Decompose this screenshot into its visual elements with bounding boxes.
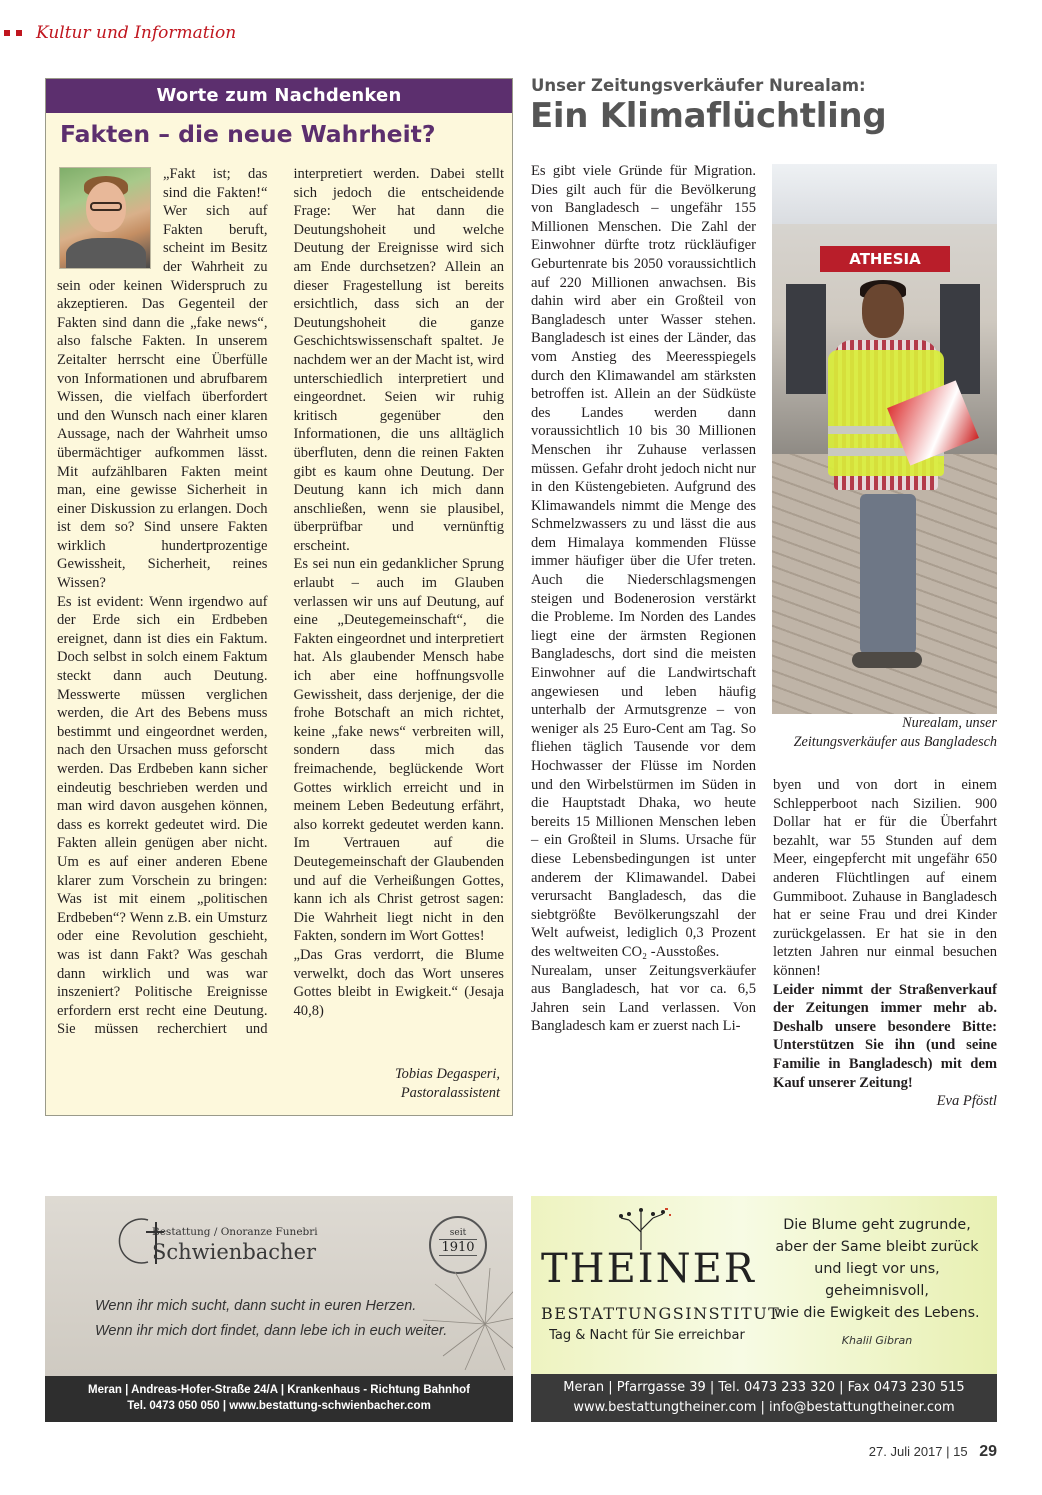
commentary-box bbox=[45, 78, 513, 1116]
caption-line: Nurealam, unser bbox=[902, 715, 997, 731]
quote-line: wie die Ewigkeit des Lebens. bbox=[774, 1305, 980, 1321]
author-portrait bbox=[59, 167, 151, 269]
ad-theiner[interactable] bbox=[531, 1196, 997, 1422]
ad-address: Meran | Andreas-Hofer-Straße 24/A | Krankenhaus - Richtung Bahnhof bbox=[88, 1384, 470, 1396]
ad-quote-line: Wenn ihr mich dort findet, dann lebe ich in euch weiter. bbox=[95, 1323, 448, 1339]
box-headline: Fakten – die neue Wahrheit? bbox=[60, 120, 436, 148]
article-paragraph: Es gibt viele Gründe für Migration. Dies gilt auch für die Bevölkerung von Bangladesch – ungefähr 155 Millionen Menschen. Die Zahl der Einwohner dürfte trotz rückläufiger Geburtenrate bis 2050 voraussichtlich auf 220 Millionen anwachsen. Bis dahin wird aber ein Großteil von Bangladesch unter Wasser stehen. Bangladesch ist eines der Länder, das vom Anstieg des Meeresspiegels durch den Klimawandel am stärksten betroffen ist. Allein an der Südküste des Landes werden dann voraussichtlich 10 bis 30 Millionen Menschen ihr Zuhause verlassen müssen. Gefahr droht jedoch nicht nur in den Küstengebieten. Aufgrund des Klimawandels nimmt die Menge des Schmelzwassers zu und lässt die aus dem Himalaya kommenden Flüsse immer häufiger über die Ufer treten. Auch die Niederschlagsmengen steigen und Bodenerosion verstärkt die Probleme. Im Norden des Landes liegt eine der ärmsten Regionen Bangladeschs, dort sind die meisten Einwohner auf die Landwirtschaft angewiesen und leben häufig unterhalb der Armutsgrenze – von weniger als 25 Euro-Cent am Tag. So fliehen täglich Tausende vor dem Hochwasser der Flüsse im Norden und den Wirbelstürmen im Süden in die Hauptstadt Dhaka, wo heute bereits 15 Millionen Menschen leben – ein Großteil in Slums. Ursache für diese Lebensbedingungen ist unter anderem der Klimawandel. Dabei verursacht Bangladesch, das die siebtgrößte Bevölkerungszahl der Welt aufweist, lediglich 0,3 Prozent des weltweiten CO₂ -Ausstoßes. bbox=[531, 163, 756, 960]
article-title: Ein Klimaflüchtling bbox=[530, 96, 887, 136]
article-column-2 bbox=[773, 776, 997, 1126]
section-title: Kultur und Information bbox=[36, 23, 237, 43]
ad-company-name: Schwienbacher bbox=[152, 1240, 317, 1264]
quote-line: und liegt vor uns, bbox=[814, 1261, 940, 1277]
quote-line: geheimnisvoll, bbox=[825, 1283, 929, 1299]
caption-line: Zeitungsverkäufer aus Bangladesch bbox=[793, 734, 997, 750]
ad-contact[interactable]: Tel. 0473 050 050 | www.bestattung-schwienbacher.com bbox=[127, 1400, 431, 1412]
ad-footer bbox=[45, 1376, 513, 1422]
ad-contact[interactable]: www.bestattungtheiner.com | info@bestattungtheiner.com bbox=[573, 1400, 955, 1415]
photo-caption bbox=[772, 714, 997, 752]
quote-line: Die Blume geht zugrunde, bbox=[783, 1217, 971, 1233]
photo-shop-sign: ATHESIA bbox=[820, 246, 950, 272]
article-author: Eva Pföstl bbox=[936, 1093, 997, 1110]
box-signature bbox=[395, 1065, 500, 1103]
ad-address: Meran | Pfarrgasse 39 | Tel. 0473 233 320 | Fax 0473 230 515 bbox=[563, 1380, 965, 1395]
seal-year: 1910 bbox=[441, 1240, 475, 1255]
box-paragraph: „Fakt ist; das sind die Fakten!“ Wer sich auf Fakten beruft, scheint im Besitz der Wahrheit zu sein oder keinen Widerspruch zu akzeptieren. Das Gegenteil der Fakten sind dann die „fake news“, also falsche Fakten. In unserem Zeitalter herrscht eine Überfülle von Informationen und abrufbarem Wissen, die vielfach überfordert und den Wunsch nach einer klaren Aussage, nach der Wahrheit umso übermächtiger aufkommen lässt. Mit aufzählbaren Fakten meint man, eine gewisse Sicherheit in einer Diskussion zu erlangen. Doch ist dem so? Sind unsere Fakten wirklich hundertprozentige Gewissheit, Sicherheit, reines Wissen? bbox=[57, 166, 268, 592]
ad-footer bbox=[531, 1374, 997, 1422]
section-header bbox=[0, 18, 236, 48]
page-footer bbox=[869, 1443, 997, 1461]
ad-tagline: Tag & Nacht für Sie erreichbar bbox=[549, 1328, 745, 1343]
ad-quote-author: Khalil Gibran bbox=[841, 1334, 913, 1347]
quote-line: aber der Same bleibt zurück bbox=[775, 1239, 979, 1255]
tree-icon bbox=[611, 1204, 671, 1252]
ad-subtitle: Bestattung / Onoranze Funebri bbox=[152, 1226, 318, 1238]
box-paragraph: Es ist evident: Wenn irgendwo auf der Erde sich ein Erdbeben ereignet, dann ist dies ein Faktum. Doch selbst in solch einem Faktum steckt dann auch Deutung. Messwerte müssen verglichen werden, die Art des Bebens muss bestimmt und eingeordnet werden, nach den Ursachen muss geforscht werden. Das Erdbeben kann sicher eindeutig beschrieben werden und man wird davon ausgehen können, dass es korrekt gedeutet wird. Die Fakten allein genügen aber nicht. Um es auf einer anderen Ebene klarer zum Vorschein zu bringen: Was ist mit einem „politischen Erdbeben“? Wenn z.B. ein Umsturz oder eine Revolution geschieht, was ist dann Fakt? Was geschah dann wirklich und was war inszeniert? Politische Ereignisse erfordern erst recht eine Deutung. Sie müssen recherchiert und interpretiert werden. Dabei stellt sich jedoch die entscheidende Frage: Wer hat dann die Deutungshoheit und welche Deutung der Ereignisse wird sich am Ende durchsetzen? Allein an dieser Fragestellung ist bereits ersichtlich, dass sich an der Deutungshoheit die ganze Geschichtswissenschaft spaltet. Je nachdem wer an der Macht ist, wird unterschiedlich interpretiert und eingeordnet. Seien wir ruhig kritisch gegenüber den Informationen, die uns alltäglich überfluten, denn die reinen Fakten gibt es kaum ohne Deutung. Der Deutung kann ich mich dann anschließen, wenn sie plausibel, überprüfbar und vernünftig erscheint. bbox=[57, 166, 504, 1038]
article-paragraph: byen und von dort in einem Schlepperboot nach Sizilien. 900 Dollar hat er für die Überfahrt bezahlt, war 55 Stunden auf dem Meer, eingepfercht mit ungefähr 650 anderen Flüchtlingen auf einem Gummiboot. Zuhause in Bangladesch hat er seine Frau und drei Kinder zurückgelassen. Er hat sie in den letzten Jahren nur einmal besuchen können! bbox=[773, 777, 997, 979]
ad-quote bbox=[761, 1214, 993, 1324]
ad-institute: BESTATTUNGSINSTITUT bbox=[541, 1304, 781, 1323]
article-paragraph: Nurealam, unser Zeitungsverkäufer aus Bangladesch, hat vor ca. 6,5 Jahren sein Land verlassen. Von Bangladesch kam er zuerst nach Li- bbox=[531, 962, 756, 1035]
section-marker bbox=[4, 30, 22, 36]
ad-schwienbacher[interactable] bbox=[45, 1196, 513, 1422]
ad-logo: THEINER bbox=[541, 1246, 756, 1292]
page-number: 29 bbox=[979, 1443, 997, 1460]
box-bar-title: Worte zum Nachdenken bbox=[46, 79, 512, 113]
box-body bbox=[57, 165, 504, 1065]
vendor-photo bbox=[772, 164, 997, 714]
article-appeal: Leider nimmt der Straßenverkauf der Zeitungen immer mehr ab. Deshalb unsere besondere Bitte: Unterstützen Sie ihn (und seine Familie in Bangladesch) mit dem Kauf unserer Zeitung! bbox=[773, 981, 997, 1091]
ad-quote-line: Wenn ihr mich sucht, dann sucht in euren Herzen. bbox=[95, 1298, 417, 1314]
issue-date: 27. Juli 2017 | 15 bbox=[868, 1444, 968, 1459]
article-kicker: Unser Zeitungsverkäufer Nurealam: bbox=[531, 76, 866, 95]
seal-label: seit bbox=[449, 1228, 467, 1238]
dandelion-icon bbox=[415, 1264, 513, 1374]
article-column-1 bbox=[531, 162, 756, 1122]
box-author-role: Pastoralassistent bbox=[400, 1085, 500, 1101]
box-paragraph: „Das Gras verdorrt, die Blume verwelkt, doch das Wort unseres Gottes bleibt in Ewigkeit.“ (Jesaja 40,8) bbox=[293, 946, 504, 1019]
box-author: Tobias Degasperi, bbox=[394, 1066, 500, 1082]
box-paragraph: Es sei nun ein gedanklicher Sprung erlaubt – auch im Glauben verlassen wir uns auf Deutung, auf eine „Deutegemeinschaft“, die Fakten eingeordnet und interpretiert hat. Als glaubender Mensch habe ich aber eine hoffnungsvolle Gewissheit, dass derjenige, der die frohe Botschaft an mich richtet, keine „fake news“ verbreiten will, sondern dass mich das freimachende, beglückende Wort Gottes wirklich erreicht und in meinem Leben Bedeutung erfährt, also korrekt gedeutet werden kann. Im Vertrauen auf die Deutegemeinschaft der Glaubenden und auf die Verheißungen Gottes, kann ich als Christ getrost sagen: Die Wahrheit liegt nicht in den Fakten, sondern im Wort Gottes! bbox=[293, 556, 504, 945]
